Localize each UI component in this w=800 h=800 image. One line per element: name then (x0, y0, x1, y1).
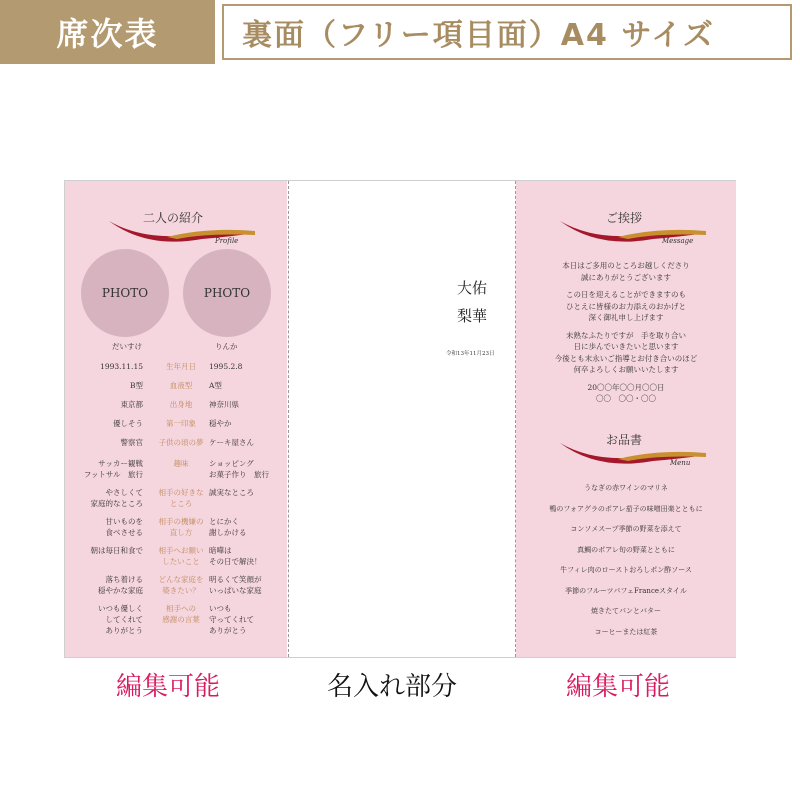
menu-item: 焼きたてパンとバター (591, 607, 661, 615)
menu-ribbon (558, 435, 708, 467)
greeting-line: 何卒よろしくお願いいたします (573, 365, 679, 374)
menu-script: Menu (670, 459, 691, 467)
menu-item: 鴨のフォアグラのポアレ茄子の味噌田楽とともに (549, 504, 703, 513)
menu-item: うなぎの赤ワインのマリネ (584, 484, 668, 492)
greeting-line: ひとえに皆様のお力添えのおかげと (566, 301, 686, 311)
groom-name: だいすけ (112, 342, 142, 351)
profile-row-groom-answer: 警察官 (120, 438, 143, 447)
page-title: 裏面（フリー項目面）A4 サイズ (222, 4, 792, 60)
groom-photo-placeholder[interactable]: PHOTO (81, 249, 169, 337)
profile-row-bride-answer: ショッピング お菓子作り 旅行 (209, 459, 269, 479)
greeting-line: 20〇〇年〇〇月〇〇日 (587, 382, 665, 392)
profile-row-bride-answer: 明るくて笑顔が いっぱいな家庭 (209, 575, 262, 595)
greeting-line: 深く御礼申し上げます (588, 313, 664, 322)
profile-row-bride-answer: A型 (209, 381, 222, 390)
menu-heading: お品書 (606, 433, 643, 447)
profile-row-bride-answer: 1995.2.8 (209, 362, 243, 371)
greeting-ribbon (558, 213, 708, 245)
profile-row-question: 第一印象 (166, 419, 196, 428)
profile-row-bride-answer: 神奈川県 (209, 400, 239, 409)
profile-row-groom-answer: 優しそう (113, 419, 143, 428)
profile-row-question: 相手の機嫌の 直し方 (158, 517, 204, 537)
profile-row-groom-answer: やさしくて 家庭的なところ (90, 488, 143, 508)
category-tag: 席次表 (0, 0, 215, 64)
profile-row-groom-answer: 1993.11.15 (100, 362, 143, 371)
menu-item: 牛フィレ肉のローストおろしポン酢ソース (560, 566, 692, 574)
profile-ribbon (107, 213, 257, 245)
profile-row-groom-answer: 東京都 (120, 400, 143, 409)
bride-name: りんか (215, 342, 238, 351)
greeting-line: 〇〇 〇〇・〇〇 (596, 394, 656, 403)
profile-row-question: 相手へお願い したいこと (158, 546, 204, 566)
profile-row-question: どんな家庭を 築きたい？ (158, 575, 204, 595)
greeting-line: 今後とも末永いご指導とお付き合いのほど (554, 353, 698, 363)
profile-script: Profile (215, 237, 239, 245)
wedding-date: 令和13年11月23日 (446, 351, 495, 357)
menu-item: コンソメスープ季節の野菜を添えて (570, 525, 682, 533)
profile-row-groom-answer: いつも優しく してくれて ありがとう (98, 604, 143, 635)
menu-item: 季節のフルーツパフェFranceスタイル (565, 586, 687, 595)
greeting-line: 本日はご多用のところお越しくださり (562, 261, 690, 270)
groom-display-name: 大佑 (457, 279, 488, 297)
profile-row-question: 趣味 (173, 459, 189, 468)
profile-row-bride-answer: いつも 守ってくれて ありがとう (209, 604, 254, 635)
menu-item: コーヒーまたは紅茶 (594, 627, 658, 636)
greeting-line: 日に歩んでいきたいと思います (573, 342, 679, 351)
profile-row-groom-answer: B型 (129, 381, 143, 390)
greeting-script: Message (662, 237, 694, 245)
label-editable-right: 編集可能 (566, 672, 671, 702)
profile-row-groom-answer: 落ち着ける 穏やかな家庭 (98, 575, 143, 595)
profile-row-question: 血液型 (169, 381, 193, 390)
profile-row-bride-answer: 誠実なところ (209, 488, 254, 497)
profile-row-question: 出身地 (169, 400, 193, 409)
greeting-line: 未熟なふたりですが 手を取り合い (566, 330, 686, 340)
greeting-line: この日を迎えることができますのも (566, 290, 686, 299)
profile-row-bride-answer: ケーキ屋さん (209, 438, 254, 447)
fold-line-left (288, 181, 289, 657)
profile-row-groom-answer: 甘いものを 食べさせる (105, 517, 143, 537)
greeting-heading: ご挨拶 (606, 211, 643, 225)
menu-item: 真鯛のポアレ旬の野菜とともに (577, 545, 675, 554)
profile-row-bride-answer: 穏やか (209, 419, 232, 428)
profile-row-groom-answer: サッカー観戦 フットサル 旅行 (83, 459, 143, 479)
profile-row-bride-answer: 暗嘩は その日で解決！ (209, 546, 262, 566)
seating-chart-back-sheet (64, 180, 736, 658)
profile-row-question: 子供の頃の夢 (158, 438, 204, 447)
profile-heading: 二人の紹介 (143, 211, 204, 225)
bride-photo-placeholder[interactable]: PHOTO (183, 249, 271, 337)
profile-row-question: 生年月日 (166, 362, 196, 371)
profile-row-question: 相手への 感謝の言葉 (162, 604, 200, 624)
greeting-line: 誠にありがとうございます (581, 272, 671, 282)
profile-row-groom-answer: 朝は毎日和食で (90, 546, 143, 555)
bride-display-name: 梨華 (457, 307, 488, 325)
profile-row-bride-answer: とにかく 謝しかける (209, 517, 247, 537)
label-editable-left: 編集可能 (116, 672, 221, 702)
label-name-area: 名入れ部分 (327, 672, 458, 702)
profile-row-question: 相手の好きな ところ (158, 488, 204, 508)
